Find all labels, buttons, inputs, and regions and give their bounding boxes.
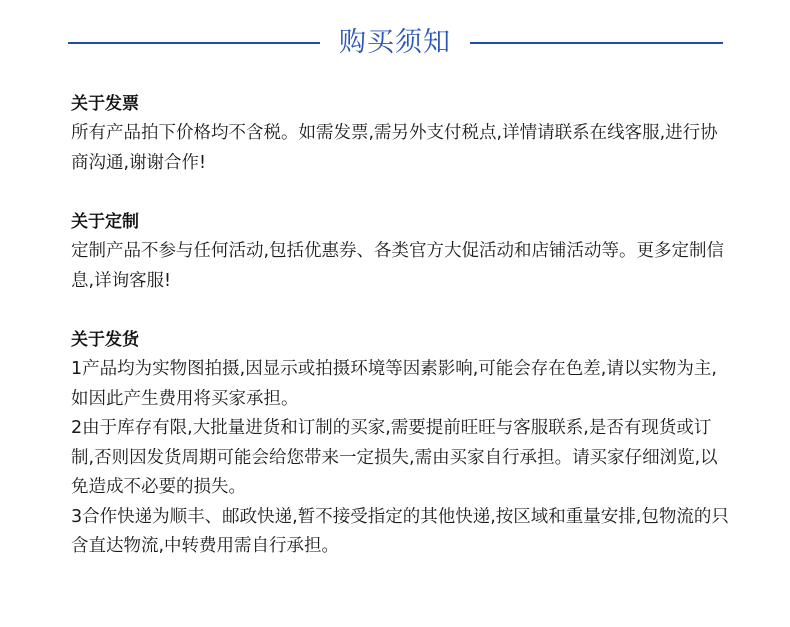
- shipping-paragraph-2: 2由于库存有限,大批量进货和订制的买家,需要提前旺旺与客服联系,是否有现货或订制,否则因发货周期可能会给您带来一定损失,需由买家自行承担。请买家仔细浏览,以免造成不必要的损失。: [71, 418, 718, 497]
- shipping-paragraph-3: 3合作快递为顺丰、邮政快递,暂不接受指定的其他快递,按区域和重量安排,包物流的只含直达物流,中转费用需自行承担。: [71, 506, 729, 556]
- section-title-customization: 关于定制: [71, 212, 139, 232]
- page-title: 购买须知: [339, 27, 451, 58]
- section-invoice: [71, 90, 731, 178]
- shipping-paragraph-1: 1产品均为实物图拍摄,因显示或拍摄环境等因素影响,可能会存在色差,请以实物为主,如因此产生费用将买家承担。: [71, 359, 717, 409]
- section-customization: [71, 208, 731, 296]
- section-title-invoice: 关于发票: [71, 94, 139, 114]
- header-left-divider: [68, 42, 320, 44]
- section-title-shipping: 关于发货: [71, 330, 139, 350]
- customization-paragraph: 定制产品不参与任何活动,包括优惠券、各类官方大促活动和店铺活动等。更多定制信息,详询客服!: [71, 241, 725, 291]
- notice-content: [71, 90, 731, 562]
- notice-header: [0, 20, 790, 66]
- invoice-paragraph: 所有产品拍下价格均不含税。如需发票,需另外支付税点,详情请联系在线客服,进行协商沟通,谢谢合作!: [71, 123, 718, 173]
- header-right-divider: [470, 42, 723, 44]
- section-shipping: [71, 326, 731, 562]
